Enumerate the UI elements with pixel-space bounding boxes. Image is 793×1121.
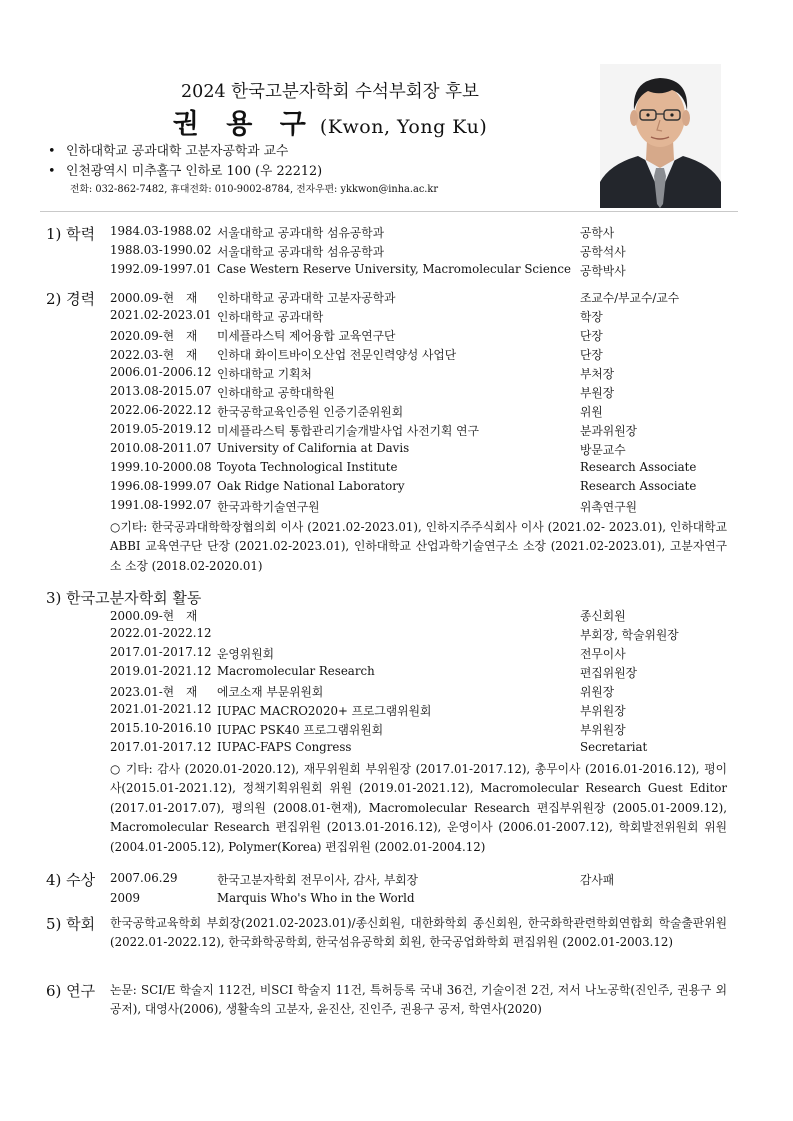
- item-role: 위원: [580, 405, 603, 419]
- address-line: [48, 160, 322, 179]
- item-date: 1984.03-1988.02: [110, 224, 212, 238]
- item-text: 인하대학교 공과대학 고분자공학과: [217, 291, 396, 305]
- item-role: 단장: [580, 329, 603, 343]
- list-item: [110, 702, 730, 721]
- list-item: [110, 224, 730, 243]
- item-text: 한국과학기술연구원: [217, 500, 320, 514]
- bullet-icon: •: [48, 144, 56, 159]
- item-date: 2022.03-현 재: [110, 348, 198, 362]
- item-role: 단장: [580, 348, 603, 362]
- item-date: 1999.10-2000.08: [110, 460, 212, 474]
- list-item: [110, 740, 730, 759]
- address: 인천광역시 미추홀구 인하로 100 (우 22212): [66, 164, 323, 179]
- item-date: 2021.02-2023.01: [110, 308, 212, 322]
- item-text: IUPAC MACRO2020+ 프로그램위원회: [217, 704, 432, 718]
- item-date: 2017.01-2017.12: [110, 645, 212, 659]
- item-date: 2000.09-현 재: [110, 609, 198, 623]
- bullet-icon: •: [48, 164, 56, 179]
- item-role: 종신회원: [580, 609, 626, 623]
- list-item: [110, 664, 730, 683]
- item-date: 2000.09-현 재: [110, 291, 198, 305]
- list-item: [110, 626, 730, 645]
- career-other: ○기타: 한국공과대학학장협의회 이사 (2021.02-2023.01), 인하지주주식회사 이사 (2021.02- 2023.01), 인하대학교 ABBI 교육연구단 단장 (2021.02-2023.01), 인하대학교 산업과학기술연구소 소장 (2021.02-2023.01), 고분자연구소 소장 (2018.02-2020.01): [110, 520, 727, 573]
- item-date: 2022.01-2022.12: [110, 626, 212, 640]
- item-role: 부원장: [580, 386, 615, 400]
- list-item: [110, 891, 730, 910]
- awards-heading: 4) 수상: [46, 871, 96, 889]
- document-title: 2024 한국고분자학회 수석부회장 후보: [181, 82, 479, 102]
- item-text: University of California at Davis: [217, 441, 410, 455]
- item-text: 인하대학교 공학대학원: [217, 386, 335, 400]
- list-item: [110, 384, 730, 403]
- list-item: [110, 327, 730, 346]
- career-heading: 2) 경력: [46, 290, 96, 308]
- item-date: 2021.01-2021.12: [110, 702, 212, 716]
- item-date: 2020.09-현 재: [110, 329, 198, 343]
- name-english: (Kwon, Yong Ku): [319, 116, 488, 138]
- item-text: Case Western Reserve University, Macromolecular Science: [217, 262, 571, 276]
- affiliation-line: [48, 140, 288, 159]
- item-role: 위촉연구원: [580, 500, 637, 514]
- item-date: 2010.08-2011.07: [110, 441, 212, 455]
- list-item: [110, 243, 730, 262]
- academic-heading: 5) 학회: [46, 915, 96, 933]
- item-date: 2019.01-2021.12: [110, 664, 212, 678]
- item-text: IUPAC-FAPS Congress: [217, 740, 352, 754]
- item-date: 2022.06-2022.12: [110, 403, 212, 417]
- item-date: 2017.01-2017.12: [110, 740, 212, 754]
- item-role: 방문교수: [580, 443, 626, 457]
- list-item: [110, 441, 730, 460]
- affiliation: 인하대학교 공과대학 고분자공학과 교수: [66, 144, 289, 159]
- item-role: 부위원장: [580, 723, 626, 737]
- item-text: 인하대 화이트바이오산업 전문인력양성 사업단: [217, 348, 457, 362]
- item-role: Research Associate: [580, 479, 697, 493]
- item-role: 공학석사: [580, 245, 626, 259]
- research-heading: 6) 연구: [46, 982, 96, 1000]
- item-role: 분과위원장: [580, 424, 637, 438]
- list-item: [110, 308, 730, 327]
- item-role: 부회장, 학술위원장: [580, 628, 679, 642]
- list-item: [110, 498, 730, 517]
- research-text: 논문: SCI/E 학술지 112건, 비SCI 학술지 11건, 특허등록 국내 36건, 기술이전 2건, 저서 나노공학(진인주, 권용구 외 공저), 대영사(2006), 생활속의 고분자, 윤진산, 진인주, 권용구 공저, 학연사(2020): [110, 983, 727, 1017]
- item-role: 공학박사: [580, 264, 626, 278]
- education-heading: 1) 학력: [46, 225, 96, 243]
- item-date: 1991.08-1992.07: [110, 498, 212, 512]
- list-item: [110, 645, 730, 664]
- item-role: 전무이사: [580, 647, 626, 661]
- item-date: 1992.09-1997.01: [110, 262, 212, 276]
- list-item: [110, 289, 730, 308]
- list-item: [110, 607, 730, 626]
- item-date: 1988.03-1990.02: [110, 243, 212, 257]
- item-date: 2007.06.29: [110, 871, 178, 885]
- list-item: [110, 721, 730, 740]
- item-text: Oak Ridge National Laboratory: [217, 479, 405, 493]
- item-text: IUPAC PSK40 프로그램위원회: [217, 723, 384, 737]
- item-date: 2015.10-2016.10: [110, 721, 212, 735]
- item-role: Research Associate: [580, 460, 697, 474]
- header-divider: [40, 211, 738, 212]
- item-role: 편집위원장: [580, 666, 637, 680]
- list-item: [110, 346, 730, 365]
- item-date: 1996.08-1999.07: [110, 479, 212, 493]
- item-date: 2006.01-2006.12: [110, 365, 212, 379]
- list-item: [110, 871, 730, 890]
- profile-photo: [600, 64, 721, 208]
- item-text: Toyota Technological Institute: [217, 460, 398, 474]
- candidate-name: [160, 102, 500, 141]
- item-text: Macromolecular Research: [217, 664, 375, 678]
- list-item: [110, 460, 730, 479]
- item-role: 공학사: [580, 226, 615, 240]
- item-text: 서울대학교 공과대학 섬유공학과: [217, 245, 385, 259]
- item-role: 조교수/부교수/교수: [580, 291, 680, 305]
- item-role: 부위원장: [580, 704, 626, 718]
- contact-info: 전화: 032-862-7482, 휴대전화: 010-9002-8784, 전자우편: ykkwon@inha.ac.kr: [70, 184, 439, 195]
- item-text: 서울대학교 공과대학 섬유공학과: [217, 226, 385, 240]
- item-role: 학장: [580, 310, 603, 324]
- academic-text: 한국공학교육학회 부회장(2021.02-2023.01)/종신회원, 대한화학회 종신회원, 한국화학관련학회연합회 학술출판위원 (2022.01-2022.12), 한국화학공학회, 한국섬유공학회 회원, 한국공업화학회 편집위원 (2002.01-2003.12): [110, 916, 727, 950]
- item-role: Secretariat: [580, 740, 648, 754]
- item-text: 한국고분자학회 전무이사, 감사, 부회장: [217, 873, 419, 887]
- item-text: 한국공학교육인증원 인증기준위원회: [217, 405, 404, 419]
- item-role: 위원장: [580, 685, 615, 699]
- item-date: 2023.01-현 재: [110, 685, 198, 699]
- society-heading: 3) 한국고분자학회 활동: [46, 589, 202, 607]
- item-date: 2009: [110, 891, 141, 905]
- list-item: [110, 262, 730, 281]
- item-date: 2019.05-2019.12: [110, 422, 212, 436]
- item-text: 미세플라스틱 제어융합 교육연구단: [217, 329, 396, 343]
- list-item: [110, 683, 730, 702]
- item-text: 미세플라스틱 통합관리기술개발사업 사전기획 연구: [217, 424, 479, 438]
- item-text: Marquis Who's Who in the World: [217, 891, 415, 905]
- society-other: ○ 기타: 감사 (2020.01-2020.12), 재무위원회 부위원장 (2017.01-2017.12), 총무이사 (2016.01-2016.12), 평이사(2015.01-2021.12), 정책기획위원회 위원 (2019.01-2021.12), Macromolecular Research Guest Editor (2017.01-2017.07), 평의원 (2008.01-현재), Macromolecular Research 편집부위원장 (2005.01-2009.12), Macromolecular Research 편집위원 (2013.01-2016.12), 운영이사 (2006.01-2007.12), 학회발전위원회 위원 (2004.01-2005.12), Polymer(Korea) 편집위원 (2002.01-2004.12): [110, 762, 727, 854]
- item-text: 인하대학교 기획처: [217, 367, 312, 381]
- item-text: 에코소재 부문위원회: [217, 685, 324, 699]
- item-text: 인하대학교 공과대학: [217, 310, 324, 324]
- list-item: [110, 422, 730, 441]
- list-item: [110, 403, 730, 422]
- item-role: 부처장: [580, 367, 615, 381]
- item-date: 2013.08-2015.07: [110, 384, 212, 398]
- name-korean: 권 용 구: [172, 109, 315, 140]
- item-text: 운영위원회: [217, 647, 274, 661]
- item-role: 감사패: [580, 873, 615, 887]
- list-item: [110, 479, 730, 498]
- list-item: [110, 365, 730, 384]
